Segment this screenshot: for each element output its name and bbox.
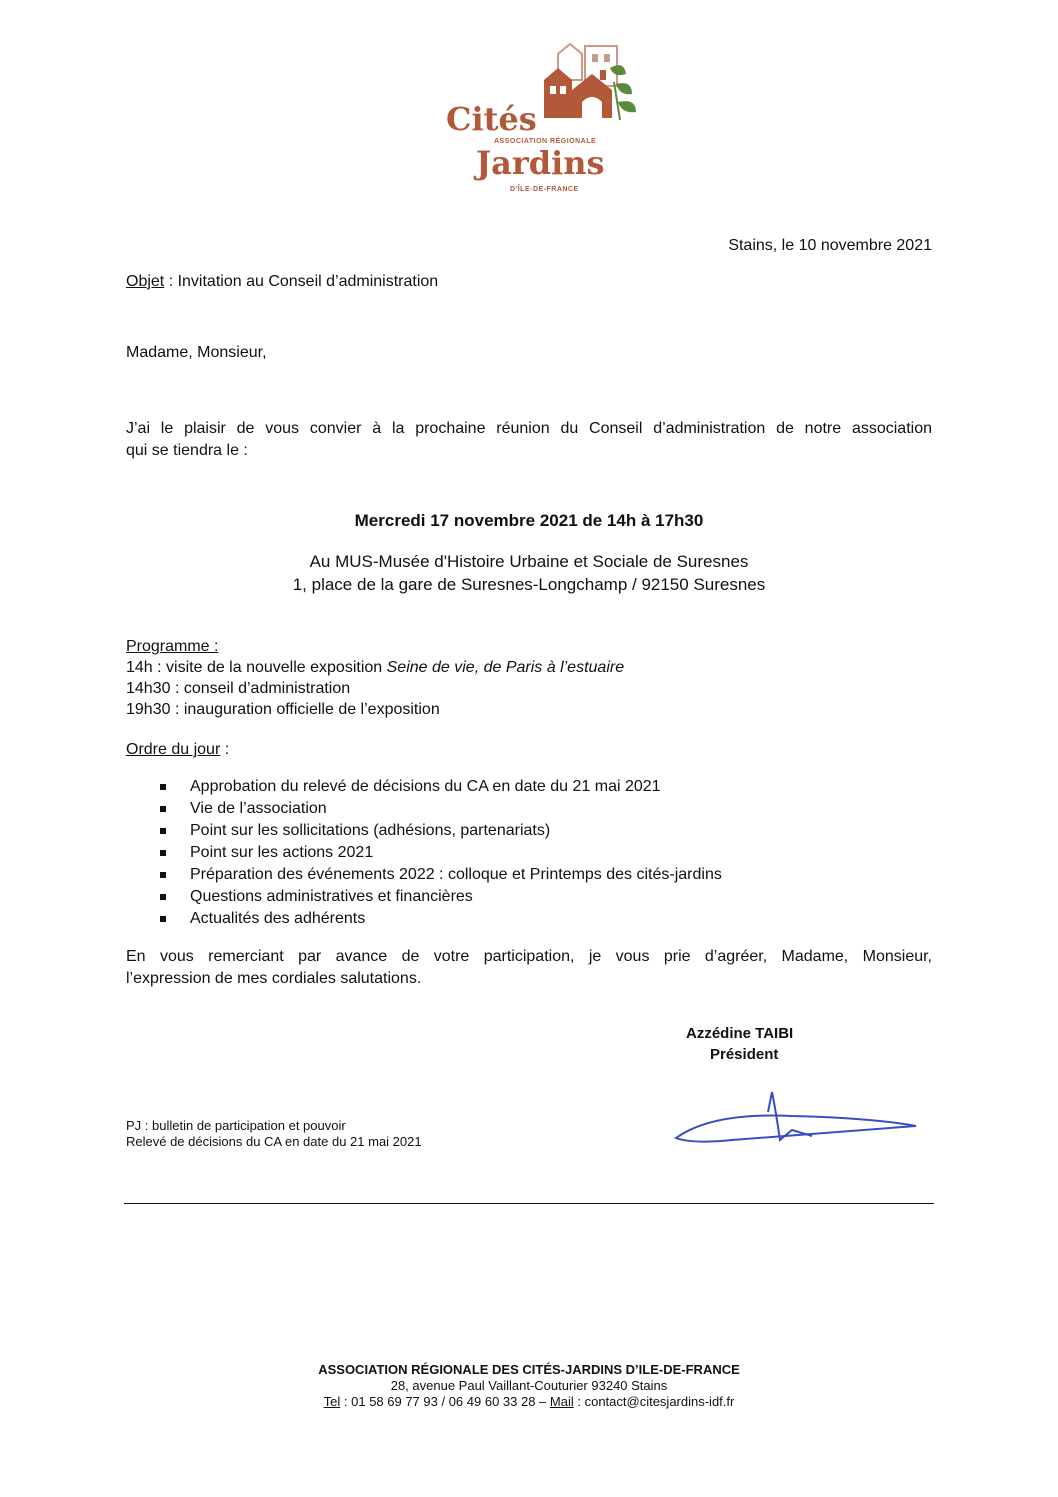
logo-word-jardins: Jardins: [476, 144, 605, 182]
association-logo: [440, 40, 650, 200]
programme-text: : inauguration officielle de l’exposition: [170, 701, 440, 718]
footer-mail-label: Mail: [549, 1394, 574, 1409]
signatory-name: Azzédine TAIBI: [686, 1025, 794, 1042]
footer-address: 28, avenue Paul Vaillant-Couturier 93240 Stains: [390, 1378, 668, 1393]
signatory-title: Président: [710, 1046, 779, 1063]
logo-subtitle: ASSOCIATION RÉGIONALE: [494, 138, 597, 145]
list-item: [126, 908, 722, 930]
venue-line-2: 1, place de la gare de Suresnes-Longchamp / 92150 Suresnes: [292, 575, 766, 594]
programme-item: [126, 680, 350, 698]
list-item: [126, 864, 722, 886]
agenda-item-text: Actualités des adhérents: [190, 910, 366, 927]
list-item: [126, 820, 722, 842]
footer-mail[interactable]: : contact@citesjardins-idf.fr: [573, 1394, 735, 1409]
footer-tel: : 01 58 69 77 93 / 06 49 60 33 28 –: [340, 1394, 550, 1409]
meeting-date: Mercredi 17 novembre 2021 de 14h à 17h30: [354, 511, 704, 530]
agenda-item-text: Point sur les sollicitations (adhésions, partenariats): [190, 822, 551, 839]
venue-line-1: Au MUS-Musée d'Histoire Urbaine et Sociale de Suresnes: [309, 552, 749, 571]
closing-paragraph: [126, 946, 932, 990]
programme-time: 14h: [126, 659, 153, 676]
programme-label: Programme :: [126, 638, 219, 655]
agenda-list: [126, 776, 722, 930]
intro-paragraph: [126, 418, 932, 462]
letter-object: [126, 273, 438, 291]
list-item: [126, 886, 722, 908]
list-item: [126, 798, 722, 820]
attachments-line-2: Relevé de décisions du CA en date du 21 mai 2021: [126, 1134, 422, 1149]
object-text: : Invitation au Conseil d’administration: [164, 273, 439, 290]
agenda-item-text: Approbation du relevé de décisions du CA en date du 21 mai 2021: [190, 778, 661, 795]
logo-word-cites: Cités: [446, 100, 537, 138]
footer-org: ASSOCIATION RÉGIONALE DES CITÉS-JARDINS D’ILE-DE-FRANCE: [318, 1362, 740, 1377]
agenda-item-text: Vie de l’association: [190, 800, 327, 817]
programme-item: [126, 659, 624, 677]
list-item: [126, 842, 722, 864]
footer-tel-label: Tel: [323, 1394, 341, 1409]
footer-divider: [124, 1203, 934, 1204]
list-item: [126, 776, 722, 798]
closing-line-2: l’expression de mes cordiales salutations.: [126, 970, 422, 987]
programme-text: : conseil d’administration: [170, 680, 351, 697]
agenda-suffix: :: [220, 741, 230, 758]
programme-italic: Seine de vie, de Paris à l’estuaire: [386, 659, 625, 676]
footer-contact: [126, 1394, 932, 1410]
agenda-heading: [126, 741, 229, 759]
programme-time: 19h30: [126, 701, 171, 718]
bullet-icon: [160, 894, 166, 900]
bullet-icon: [160, 872, 166, 878]
closing-line-1: En vous remerciant par avance de votre participation, je vous prie d’agréer, Madame, Monsieur,: [126, 948, 932, 965]
programme-item: [126, 701, 440, 719]
programme-time: 14h30: [126, 680, 171, 697]
agenda-item-text: Point sur les actions 2021: [190, 844, 374, 861]
bullet-icon: [160, 828, 166, 834]
agenda-item-text: Questions administratives et financières: [190, 888, 473, 905]
salutation: Madame, Monsieur,: [126, 344, 267, 361]
agenda-item-text: Préparation des événements 2022 : colloque et Printemps des cités-jardins: [190, 866, 722, 883]
bullet-icon: [160, 784, 166, 790]
bullet-icon: [160, 916, 166, 922]
letter-date: Stains, le 10 novembre 2021: [728, 237, 932, 254]
agenda-label: Ordre du jour: [126, 741, 221, 758]
attachments-line-1: PJ : bulletin de participation et pouvoir: [126, 1118, 346, 1133]
logo-region: D'ÎLE-DE-FRANCE: [510, 186, 579, 193]
programme-text: : visite de la nouvelle exposition: [152, 659, 387, 676]
bullet-icon: [160, 850, 166, 856]
intro-line-2: qui se tiendra le :: [126, 442, 248, 459]
object-label: Objet: [126, 273, 165, 290]
intro-line-1: J’ai le plaisir de vous convier à la prochaine réunion du Conseil d’administration de notre association: [126, 420, 932, 437]
bullet-icon: [160, 806, 166, 812]
handwritten-signature: [672, 1082, 922, 1147]
footer: [126, 1362, 932, 1410]
